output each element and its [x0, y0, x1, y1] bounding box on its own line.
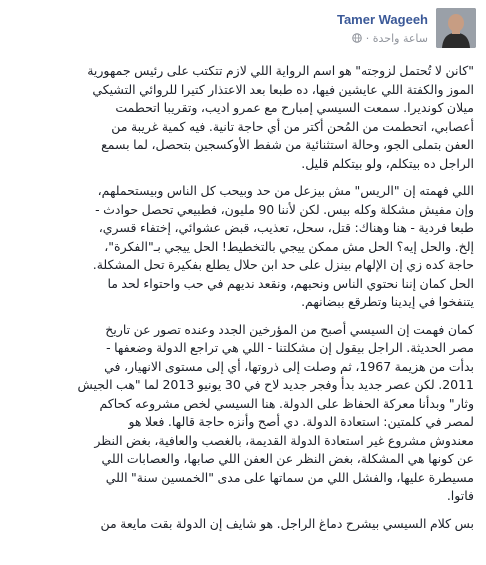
post-paragraph: "كانن لا تُحتمل لزوجته" هو اسم الرواية اللي لازم تتكتب على رئيس جمهورية الموز والكفتة اللي عايشين فيها، ده طبعا بعد الاعتذار كتيرا للروائي التشيكي ميلان كونديرا. سمعت السيسي إمبارح مع عمرو اديب، وتقريبا اتحطمت أعصابي، اتحطمت من المُحن أكتر من أي حاجة تانية. فيه كمية غريبة من العفن بتملى الجو، وحالة استثنائية من شفط الأوكسجين بتحصل، لما بسمع الراجل ده بيتكلم، ولو بيتكلم قليل. — [87, 63, 474, 171]
avatar-photo — [436, 8, 476, 48]
post-meta — [349, 32, 428, 45]
globe-icon[interactable] — [352, 33, 362, 43]
post-timestamp[interactable]: ساعة واحدة — [372, 32, 428, 45]
meta-separator: · — [365, 32, 370, 45]
post-paragraph: اللي فهمته إن "الريس" مش بيزعل من حد وبيحب كل الناس وبيستحملهم، وإن مفيش مشكلة وكله بيس. لكن لأننا 90 مليون، فطبيعي تحصل حوادث - طبعا فردية - هنا وهناك: قتل، سحل، تعذيب، قبض عشوائي، إختفاء قسري، إلخ. والحل إيه؟ الحل مش ممكن ييجي بالتخطيط! الحل ييجي بـ"الفكرة"، حاجة كده زي إن الإلهام بينزل على حد ابن حلال يطلع بفكيرة تحل المشكلة. الحل كمان إننا نحتوي الناس ونحبهم، ونقعد نديهم في حب واحتواء لحد ما يتنفخوا في إيدينا وتطرقع ببضانهم. — [92, 183, 474, 309]
post-header — [0, 0, 486, 58]
post-paragraph: كمان فهمت إن السيسي أصبح من المؤرخين الجدد وعنده تصور عن تاريخ مصر الحديثة. الراجل بيقول إن مشكلتنا - اللي هي تراجع الدولة وضعفها - بدأت من هزيمة 1967، ثم وصلت إلى ذروتها، أي إلى مستوى الانهيار، في 2011. لكن عصر جديد بدأ وفجر جديد لاح في 30 يونيو 2013 لما "هب الجيش وثار" وبدأنا معركة الحفاظ على الدولة. هنا السيسي لخص مشروعه كحاكم لمصر في كلمتين: استعادة الدولة. دي أصح وأنزه حاجة قالها. فعلا هو معندوش مشروع غير استعادة الدولة القديمة، بالغصب والعافية، بغض النظر عن كونها هي المشكلة، بغض النظر عن العفن اللي صابها، والعصابات اللي مسيطرة عليها، والفشل اللي من سماتها على مدى "الخمسين سنة" اللي فاتوا. — [77, 321, 474, 503]
author-avatar[interactable] — [436, 8, 476, 48]
post-body — [6, 62, 474, 542]
author-name[interactable]: Tamer Wageeh — [336, 12, 428, 27]
post-paragraph: بس كلام السيسي بيشرح دماغ الراجل. هو شايف إن الدولة بقت مايعة من — [100, 515, 474, 531]
